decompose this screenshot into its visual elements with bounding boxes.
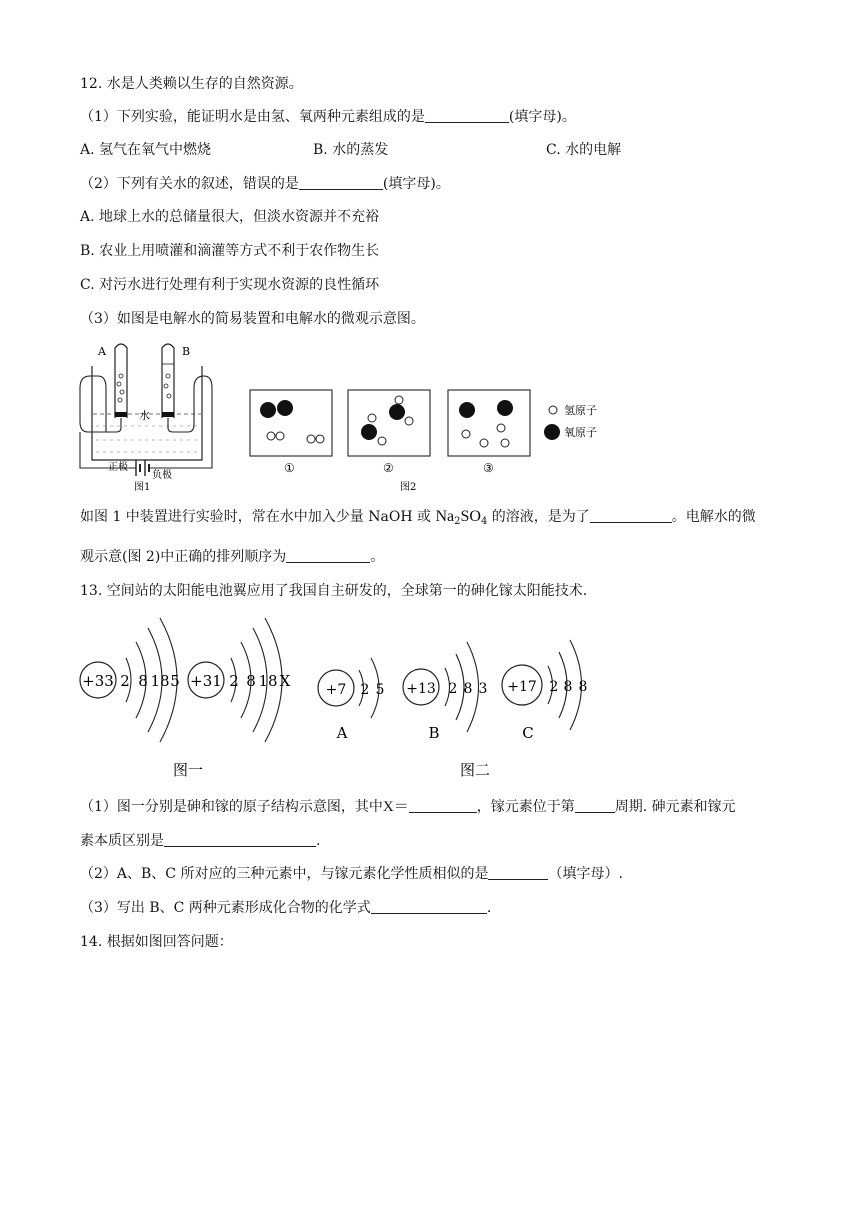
atom-c-shell-3: 8 (578, 679, 588, 695)
q12-part2 (80, 174, 450, 194)
ga-shell-2: 8 (246, 672, 256, 690)
tube-a-label: A (98, 345, 106, 358)
figure-two-caption: 图二 (459, 761, 491, 779)
q12-p3-text-b: 的溶液，是为了 (487, 509, 590, 525)
ga-nucleus: +31 (190, 672, 222, 690)
answer-blank[interactable] (409, 798, 477, 813)
q12-p3-order-text: 观示意(图 2)中正确的排列顺序为 (80, 549, 287, 565)
legend-oxygen: 氧原子 (564, 426, 597, 439)
q12-p1-option-b: B. 水的蒸发 (313, 142, 389, 158)
q13-p2-text: （2）A、B、C 所对应的三种元素中，与镓元素化学性质相似的是 (80, 866, 489, 882)
q12-p3-text-c: 。电解水的微 (671, 509, 756, 525)
q13-part1-line1 (80, 797, 736, 817)
q12-title: 12. 水是人类赖以生存的自然资源。 (80, 76, 303, 92)
q12-p2-option-c: C. 对污水进行处理有利于实现水资源的良性循环 (80, 277, 380, 293)
formula-so-subscript: 4 (480, 516, 488, 527)
positive-electrode-label: 正极 (108, 462, 128, 473)
atom-b-nucleus: +13 (406, 681, 436, 697)
formula-na: Na (435, 508, 455, 525)
atomic-structure-figure (76, 610, 596, 785)
answer-blank[interactable] (371, 899, 487, 914)
atom-a-label: A (336, 724, 348, 742)
q12-p1-option-a: A. 氢气在氧气中燃烧 (80, 142, 212, 158)
atom-c-shell-2: 8 (563, 679, 573, 695)
atom-c-nucleus: +17 (507, 679, 537, 695)
atom-a-nucleus: +7 (325, 682, 347, 698)
q13-p3-text: （3）写出 B、C 两种元素形成化合物的化学式 (80, 900, 371, 916)
x-equals: X＝ (382, 799, 409, 815)
atom-b-shell-2: 8 (463, 681, 473, 697)
q12-p1-option-c: C. 水的电解 (546, 142, 622, 158)
q12-part1-suffix: (填字母)。 (508, 109, 576, 125)
answer-blank[interactable] (425, 108, 509, 123)
negative-electrode-label: 负极 (152, 470, 172, 481)
water-label: 水 (139, 409, 150, 422)
atom-b-shell-1: 2 (448, 681, 458, 697)
q13-part1-line2 (80, 831, 320, 851)
q14-title: 14. 根据如图回答问题： (80, 934, 233, 950)
atom-a-shell-1: 2 (360, 682, 370, 698)
answer-blank[interactable] (286, 548, 370, 563)
q13-p2-suffix: （填字母）. (548, 866, 623, 882)
ga-shell-3: 18 (258, 672, 278, 690)
figure-2-caption: 图2 (400, 482, 417, 493)
ga-shell-4: X (279, 672, 291, 690)
q12-part1 (80, 107, 576, 127)
q12-p2-option-a: A. 地球上水的总储量很大，但淡水资源并不充裕 (80, 209, 380, 225)
diagram-label-2: ② (383, 461, 394, 475)
q13-part3 (80, 898, 491, 918)
atom-a-shell-2: 5 (375, 682, 385, 698)
q12-part2-suffix: (填字母)。 (382, 176, 450, 192)
legend-hydrogen: 氢原子 (564, 404, 597, 417)
tube-b-label: B (182, 345, 191, 358)
answer-blank[interactable] (299, 175, 383, 190)
q13-p1-suffix: 周期. 砷元素和镓元 (614, 799, 736, 815)
q12-p2-option-b: B. 农业上用喷灌和滴灌等方式不利于农作物生长 (80, 243, 380, 259)
q12-part1-text: （1）下列实验，能证明水是由氢、氧两种元素组成的是 (80, 109, 425, 125)
as-shell-2: 8 (138, 672, 148, 690)
figure-one-caption: 图一 (172, 761, 204, 779)
q13-p1-line2-text: 素本质区别是 (80, 833, 164, 849)
answer-blank[interactable] (164, 832, 316, 847)
as-shell-4: 5 (170, 672, 180, 690)
diagram-label-1: ① (284, 461, 295, 475)
electrolysis-micro-figure (246, 386, 616, 496)
answer-blank[interactable] (590, 508, 672, 523)
as-shell-1: 2 (120, 672, 130, 690)
figure-1-caption: 图1 (134, 482, 151, 493)
q13-p1-line2-suffix: . (316, 833, 321, 849)
as-shell-3: 18 (150, 672, 170, 690)
answer-blank[interactable] (488, 865, 548, 880)
q12-part3-question-line2 (80, 547, 384, 567)
atom-b-shell-3: 3 (478, 681, 488, 697)
answer-blank[interactable] (575, 798, 615, 813)
diagram-label-3: ③ (483, 461, 494, 475)
q13-p1-text: （1）图一分别是砷和镓的原子结构示意图，其中 (80, 799, 383, 815)
atom-c-label: C (522, 724, 534, 742)
atom-c-shell-1: 2 (549, 679, 559, 695)
ga-shell-1: 2 (229, 672, 239, 690)
formula-so: SO (460, 508, 481, 525)
formula-na-subscript: 2 (454, 516, 461, 527)
q13-title: 13. 空间站的太阳能电池翼应用了我国自主研发的，全球第一的砷化镓太阳能技术. (80, 583, 588, 599)
electrolysis-apparatus-figure (76, 336, 216, 496)
q12-part3: （3）如图是电解水的简易装置和电解水的微观示意图。 (80, 311, 425, 327)
atom-b-label: B (428, 724, 440, 742)
q12-part2-text: （2）下列有关水的叙述，错误的是 (80, 176, 299, 192)
q13-p3-suffix: . (486, 900, 492, 916)
q13-part2 (80, 864, 623, 884)
q12-p3-order-suffix: 。 (370, 549, 385, 565)
q13-p1-mid: ，镓元素位于第 (476, 799, 575, 815)
as-nucleus: +33 (82, 672, 114, 690)
q12-p3-text-a: 如图 1 中装置进行实验时，常在水中加入少量 NaOH 或 (80, 509, 436, 525)
q12-part3-question-line1 (80, 507, 756, 527)
